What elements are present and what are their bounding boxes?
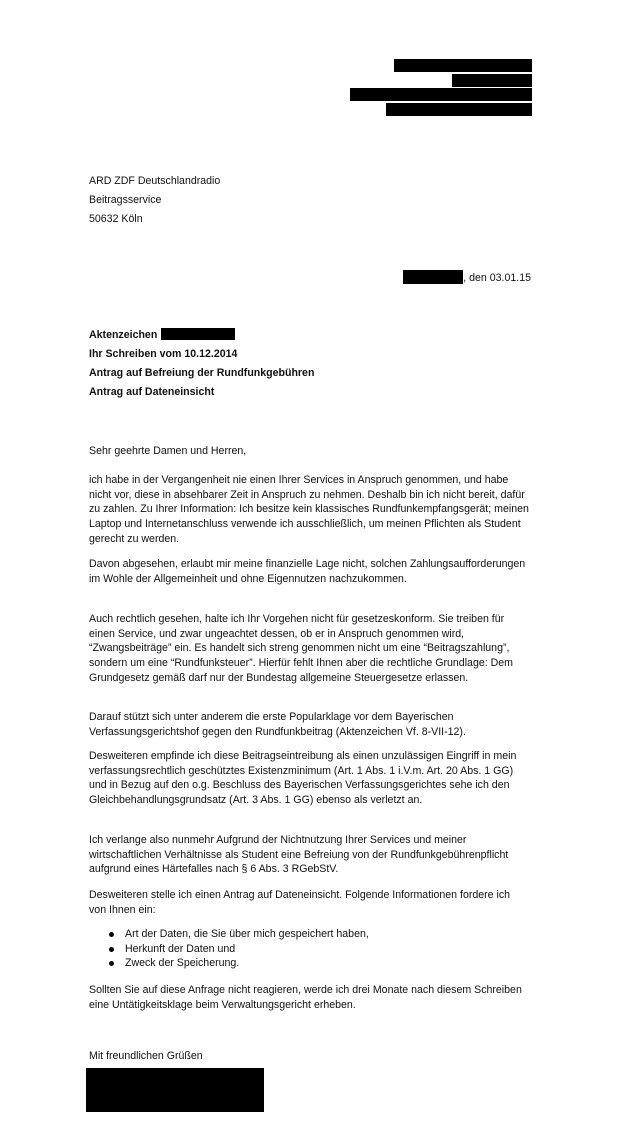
aktenzeichen-label: Aktenzeichen: [89, 329, 158, 341]
list-item: Zweck der Speicherung.: [109, 956, 369, 971]
redacted-aktenzeichen: [161, 328, 235, 340]
list-item: Art der Daten, die Sie über mich gespeichert haben,: [109, 927, 369, 942]
aktenzeichen-line: [89, 326, 314, 345]
subject-data-access: Antrag auf Dateneinsicht: [89, 386, 215, 398]
redacted-sender-line-2: [452, 74, 532, 87]
paragraph-7: Desweiteren stelle ich einen Antrag auf Dateneinsicht. Folgende Informationen fordere ich von Ihnen ein:: [89, 889, 511, 916]
recipient-line-1: ARD ZDF Deutschlandradio: [89, 175, 221, 187]
recipient-address: [89, 172, 220, 229]
bullet-icon: [109, 947, 114, 952]
recipient-line-2: Beitragsservice: [89, 194, 162, 206]
date-text: , den 03.01.15: [463, 272, 531, 284]
redacted-sender-line-4: [386, 103, 532, 116]
closing-greeting: Mit freundlichen Grüßen: [89, 1050, 203, 1062]
list-item: Herkunft der Daten und: [109, 942, 369, 957]
paragraph-3: Auch rechtlich gesehen, halte ich Ihr Vorgehen nicht für gesetzeskonform. Sie treiben für einen Service, und zwar ungeachtet dessen, ob er in Anspruch genommen wird, “Zwangsbeiträge” ein. Es handelt sich streng genommen nicht um eine “Beitragszahlung”, sondern um eine “Rundfunksteuer”. Hierfür fehlt Ihnen aber die rechtliche Grundlage: Dem Grundgesetz gemäß darf nur der Bundestag allgemeine Steuergesetze erlassen.: [89, 613, 513, 684]
redacted-place: [403, 270, 463, 284]
recipient-line-3: 50632 Köln: [89, 213, 143, 225]
bullet-icon: [109, 932, 114, 937]
requested-info-list: [109, 927, 369, 971]
salutation: Sehr geehrte Damen und Herren,: [89, 445, 247, 457]
paragraph-5: Desweiteren empfinde ich diese Beitragseintreibung als einen unzulässigen Eingriff in mein verfassungsrechtlich geschütztes Existenzminimum (Art. 1 Abs. 1 i.V.m. Art. 20 Abs. 1 GG) und in Bezug auf den o.g. Beschluss des Bayerischen Verfassungsgerichtes sehe ich den Gleichbehandlungsgrundsatz (Art. 3 Abs. 1 GG) ebenso als verletzt an.: [89, 750, 517, 807]
subject-exemption: Antrag auf Befreiung der Rundfunkgebühren: [89, 367, 315, 379]
redacted-sender-line-3: [350, 88, 532, 101]
bullet-icon: [109, 961, 114, 966]
subject-block: [89, 326, 314, 402]
redacted-signature: [86, 1068, 264, 1112]
date-line: [403, 270, 531, 284]
paragraph-1: ich habe in der Vergangenheit nie einen Ihrer Services in Anspruch genommen, und habe nicht vor, diese in absehbarer Zeit in Anspruch zu nehmen. Deshalb bin ich nicht bereit, dafür zu zahlen. Zu Ihrer Information: Ich besitze kein klassisches Rundfunkempfangsgerät; meinen Laptop und Internetanschluss verwende ich ausschließlich, um meinen Pflichten als Student gerecht zu werden.: [89, 474, 529, 545]
closing-paragraph: Sollten Sie auf diese Anfrage nicht reagieren, werde ich drei Monate nach diesem Schreiben eine Untätigkeitsklage beim Verwaltungsgericht erheben.: [89, 984, 522, 1011]
redacted-sender-line-1: [394, 59, 532, 72]
paragraph-6: Ich verlange also nunmehr Aufgrund der Nichtnutzung Ihrer Services und meiner wirtschaftlichen Verhältnisse als Student eine Befreiung von der Rundfunkgebührenpflicht aufgrund eines Härtefalles nach § 6 Abs. 3 RGebStV.: [89, 834, 509, 876]
letter-reference: Ihr Schreiben vom 10.12.2014: [89, 348, 238, 360]
paragraph-4: Darauf stützt sich unter anderem die erste Popularklage vor dem Bayerischen Verfassungsgerichtshof gegen den Rundfunkbeitrag (Aktenzeichen Vf. 8-VII-12).: [89, 711, 466, 738]
paragraph-2: Davon abgesehen, erlaubt mir meine finanzielle Lage nicht, solchen Zahlungsaufforderungen im Wohle der Allgemeinheit und ohne Eigennutzen nachzukommen.: [89, 558, 526, 585]
